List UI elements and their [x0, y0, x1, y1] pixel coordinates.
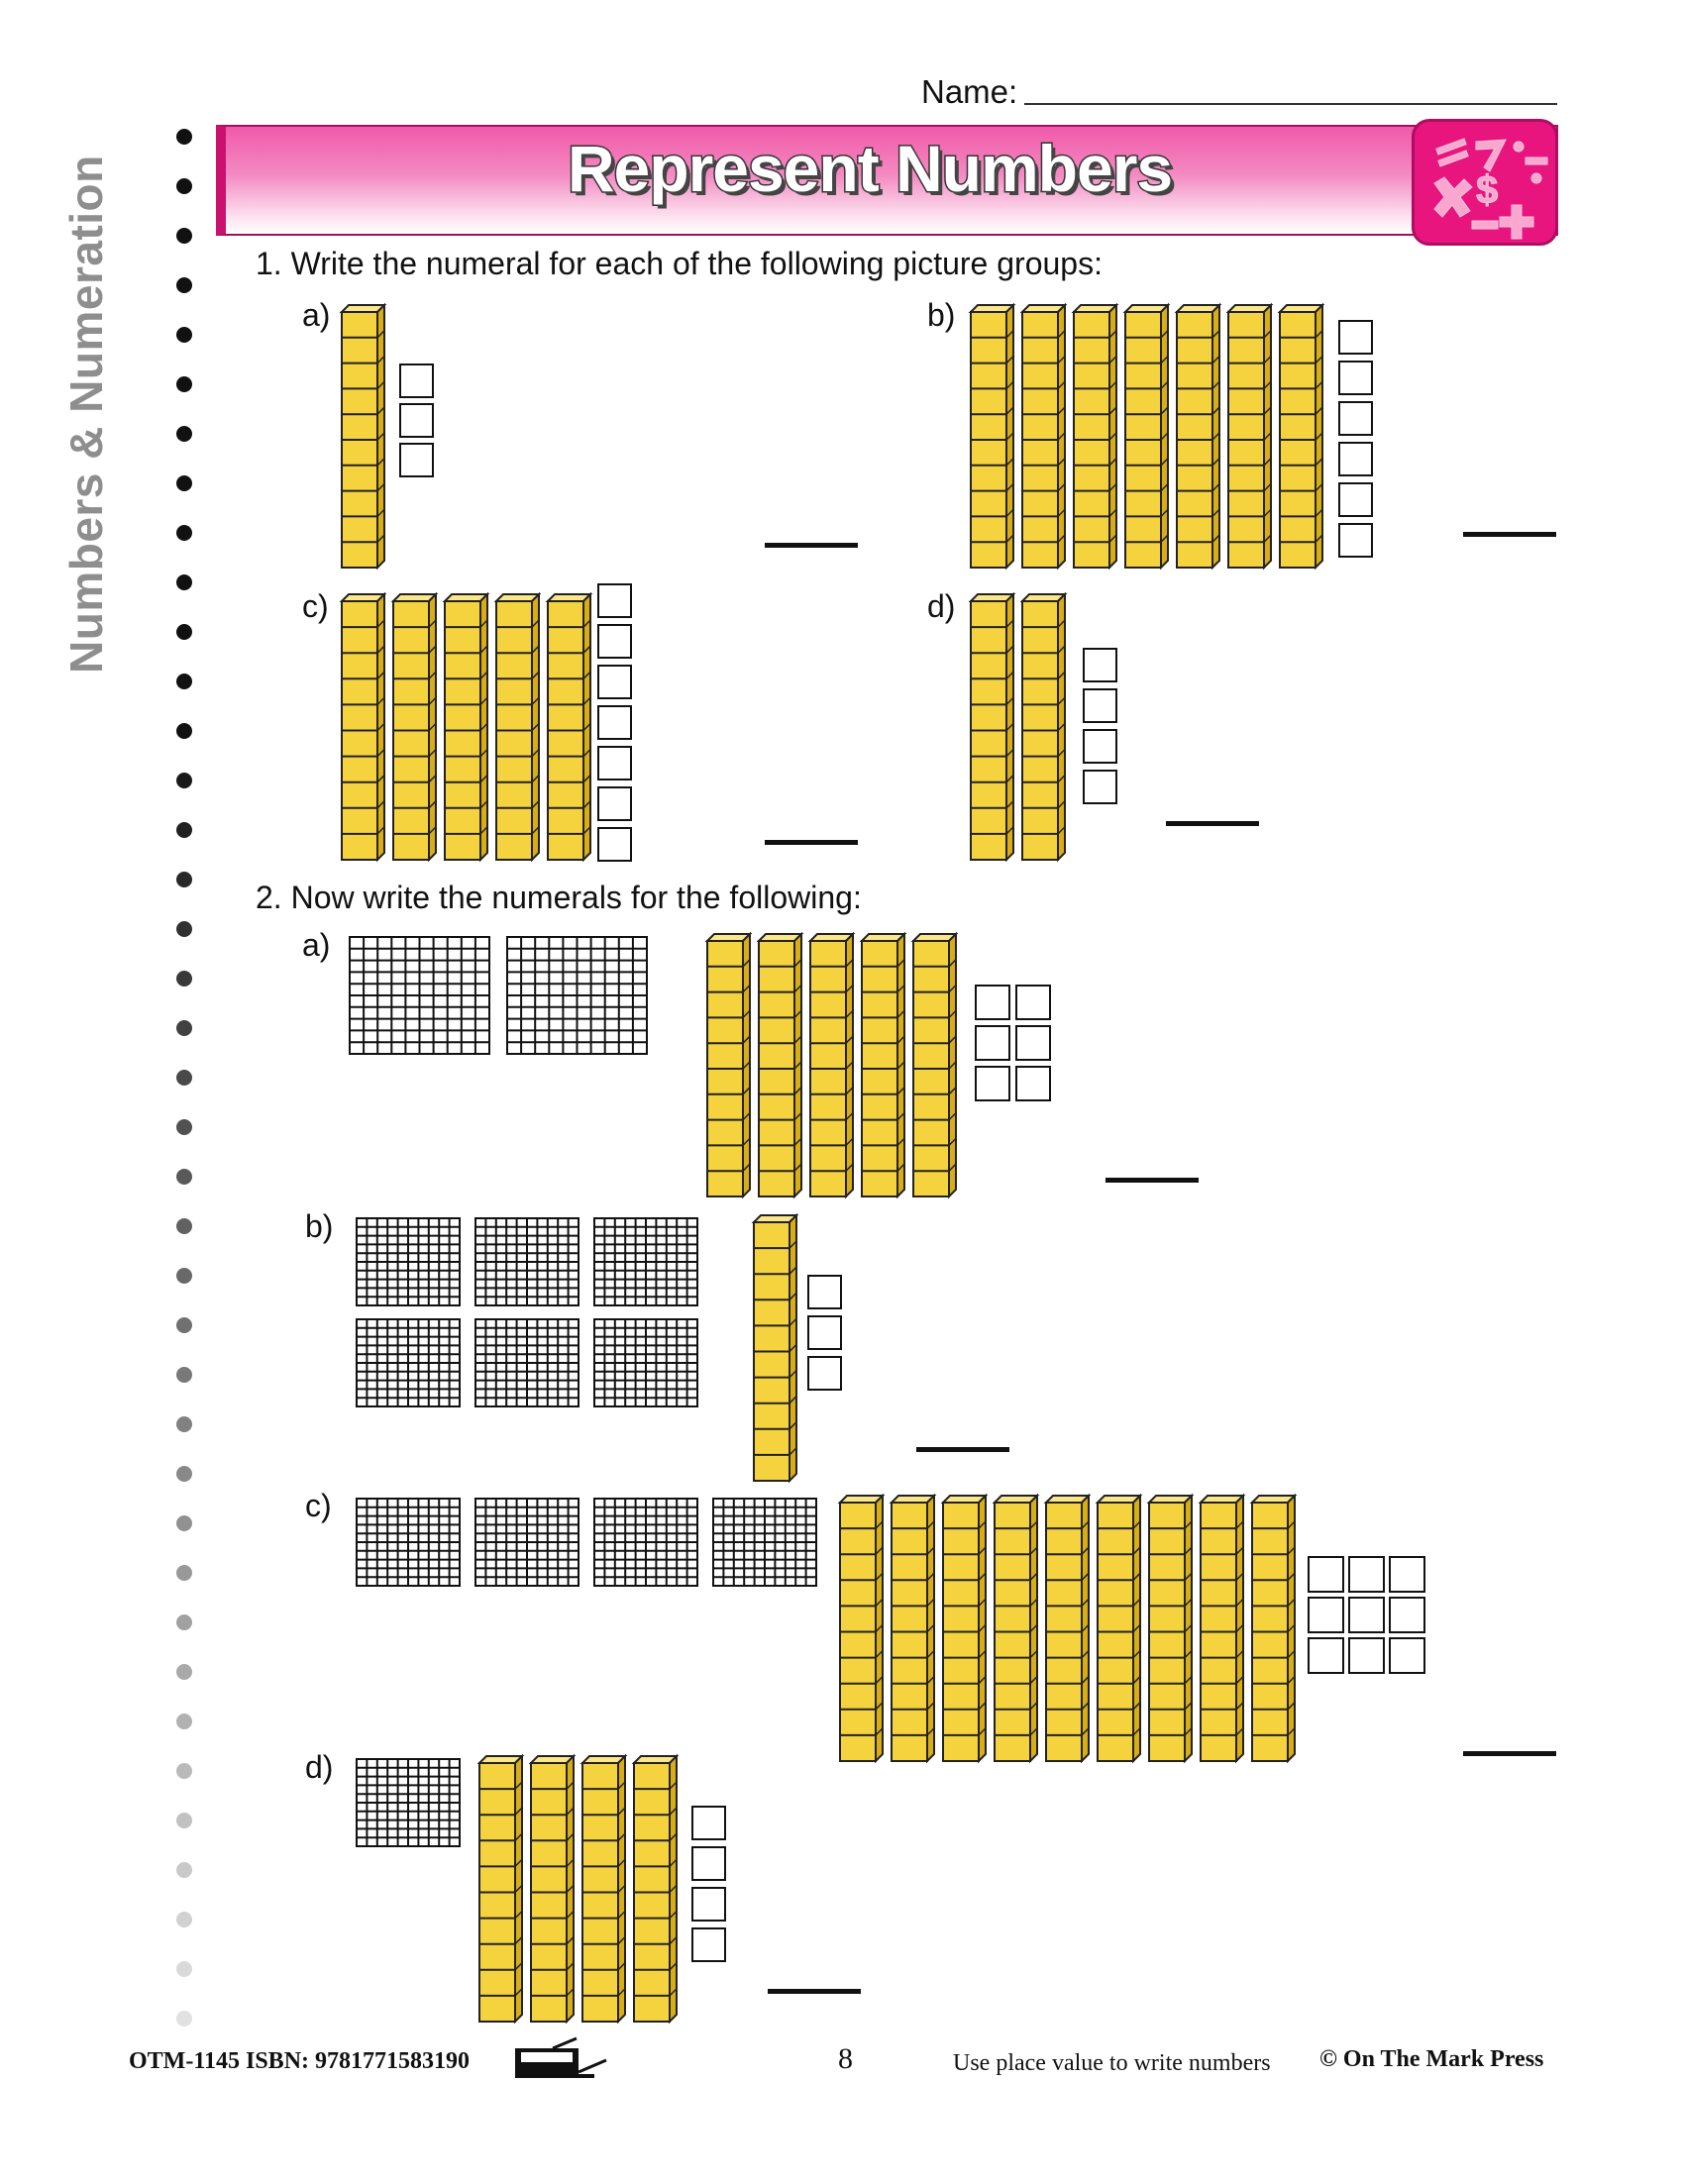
- q2-c-ten-rod: [892, 1496, 934, 1761]
- q2-b-one-cube: [808, 1357, 841, 1390]
- binder-hole: [176, 921, 192, 937]
- binder-hole: [176, 1515, 192, 1531]
- q2-a-hundred-flat: [507, 937, 647, 1054]
- q1-c-one-cube: [598, 584, 631, 617]
- q1-c-ten-rod: [548, 594, 590, 860]
- q2-c-ten-rod: [1201, 1496, 1243, 1761]
- binder-hole: [176, 971, 192, 987]
- q1-b-one-cube: [1339, 321, 1372, 354]
- binder-holes: [176, 129, 196, 2040]
- q2-item-a-label: a): [302, 927, 331, 963]
- q2-item-b-label: b): [305, 1208, 334, 1244]
- q1-item-c-label: c): [302, 588, 329, 624]
- binder-hole: [176, 178, 192, 194]
- binder-hole: [176, 475, 192, 491]
- q1-c-ten-rod: [342, 594, 384, 860]
- q2-a-one-cube: [1016, 1067, 1050, 1100]
- q2-b-one-cube: [808, 1316, 841, 1349]
- q2-b-hundred-flat: [594, 1319, 697, 1406]
- q2-b-hundred-flat: [357, 1218, 460, 1305]
- binder-hole: [176, 723, 192, 739]
- page-number: 8: [838, 2042, 853, 2075]
- q2-b-ten-rod: [754, 1215, 796, 1481]
- binder-hole: [176, 1664, 192, 1680]
- q2-a-one-cube: [976, 986, 1009, 1019]
- q1-c-ten-rod: [393, 594, 436, 860]
- q1-b-one-cube: [1339, 524, 1372, 557]
- footer-publisher: © On The Mark Press: [1319, 2046, 1544, 2072]
- q2-c-one-cube: [1390, 1598, 1424, 1632]
- q2-c-one-cube: [1309, 1638, 1343, 1673]
- binder-hole: [176, 1268, 192, 1284]
- q2-a-ten-rod: [810, 934, 853, 1196]
- binder-hole: [176, 1416, 192, 1432]
- q2-c-one-cube: [1309, 1598, 1343, 1632]
- q1-b-ten-rod: [1228, 305, 1271, 568]
- q1-b-ten-rod: [1022, 305, 1065, 568]
- q2-b-hundred-flat: [475, 1218, 579, 1305]
- binder-hole: [176, 376, 192, 392]
- q2-b-hundred-flat: [357, 1319, 460, 1406]
- q2-b-one-cube: [808, 1276, 841, 1308]
- q2-c-one-cube: [1309, 1557, 1343, 1592]
- binder-hole: [176, 1020, 192, 1036]
- q2-c-ten-rod: [1149, 1496, 1192, 1761]
- binder-hole: [176, 1317, 192, 1333]
- math-symbols-icon: [1412, 119, 1558, 246]
- q2-d-ten-rod: [582, 1756, 625, 2022]
- q2-a-one-cube: [1016, 986, 1050, 1019]
- q2-c-ten-rod: [1098, 1496, 1140, 1761]
- binder-hole: [176, 525, 192, 541]
- q1-answer-line-d[interactable]: [1166, 821, 1259, 826]
- q1-d-one-cube: [1084, 730, 1116, 763]
- q1-item-a-label: a): [302, 297, 331, 333]
- q1-b-ten-rod: [1125, 305, 1168, 568]
- q1-c-one-cube: [598, 625, 631, 658]
- copier-icon: [513, 2034, 608, 2087]
- q1-b-one-cube: [1339, 402, 1372, 435]
- q2-a-ten-rod: [707, 934, 750, 1196]
- q1-c-one-cube: [598, 666, 631, 698]
- q2-a-ten-rod: [862, 934, 904, 1196]
- q1-b-ten-rod: [1280, 305, 1322, 568]
- q2-a-ten-rod: [759, 934, 801, 1196]
- footer-topic: Use place value to write numbers: [953, 2050, 1271, 2076]
- q1-b-ten-rod: [1177, 305, 1219, 568]
- q2-item-c-label: c): [305, 1488, 332, 1523]
- page-title: Represent Numbers: [567, 132, 1173, 205]
- binder-hole: [176, 1912, 192, 1927]
- binder-hole: [176, 1614, 192, 1630]
- binder-hole: [176, 1813, 192, 1828]
- binder-hole: [176, 1862, 192, 1878]
- q1-c-one-cube: [598, 828, 631, 861]
- q1-b-ten-rod: [971, 305, 1013, 568]
- q2-a-hundred-flat: [350, 937, 489, 1054]
- binder-hole: [176, 674, 192, 689]
- q1-d-ten-rod: [1022, 594, 1065, 860]
- q2-c-one-cube: [1349, 1598, 1384, 1632]
- q2-c-one-cube: [1390, 1638, 1424, 1673]
- q2-c-ten-rod: [840, 1496, 883, 1761]
- q1-c-one-cube: [598, 747, 631, 780]
- q1-a-one-cube: [400, 364, 433, 397]
- binder-hole: [176, 1070, 192, 1086]
- q1-d-one-cube: [1084, 689, 1116, 722]
- side-label: Numbers & Numeration: [60, 155, 112, 674]
- binder-hole: [176, 1218, 192, 1234]
- q2-c-one-cube: [1349, 1638, 1384, 1673]
- q2-a-ten-rod: [913, 934, 956, 1196]
- q2-d-hundred-flat: [357, 1759, 460, 1846]
- binder-hole: [176, 327, 192, 343]
- footer-code: OTM-1145 ISBN: 9781771583190: [129, 2048, 471, 2074]
- q2-c-hundred-flat: [713, 1499, 816, 1586]
- binder-hole: [176, 1169, 192, 1185]
- q1-answer-line-a[interactable]: [765, 543, 858, 548]
- binder-hole: [176, 1367, 192, 1383]
- q1-answer-line-b[interactable]: [1463, 532, 1556, 537]
- q2-c-hundred-flat: [594, 1499, 697, 1586]
- q2-c-hundred-flat: [357, 1499, 460, 1586]
- q2-a-one-cube: [976, 1026, 1009, 1060]
- name-field[interactable]: [1024, 103, 1557, 105]
- q1-answer-line-c[interactable]: [765, 840, 858, 845]
- q1-b-ten-rod: [1074, 305, 1116, 568]
- binder-hole: [176, 228, 192, 244]
- binder-hole: [176, 2011, 192, 2027]
- q1-item-d-label: d): [927, 588, 956, 624]
- binder-hole: [176, 574, 192, 590]
- binder-hole: [176, 1119, 192, 1135]
- q2-d-ten-rod: [634, 1756, 677, 2022]
- binder-hole: [176, 1763, 192, 1779]
- q1-c-one-cube: [598, 787, 631, 820]
- binder-hole: [176, 277, 192, 293]
- q2-a-one-cube: [1016, 1026, 1050, 1060]
- binder-hole: [176, 426, 192, 442]
- q2-d-one-cube: [692, 1807, 725, 1839]
- q2-c-ten-rod: [943, 1496, 986, 1761]
- q2-answer-line-d[interactable]: [768, 1989, 861, 1994]
- q2-item-d-label: d): [305, 1749, 334, 1785]
- q2-d-one-cube: [692, 1928, 725, 1961]
- q1-b-one-cube: [1339, 443, 1372, 475]
- name-label: Name:: [921, 73, 1018, 110]
- binder-hole: [176, 129, 192, 145]
- binder-hole: [176, 773, 192, 788]
- svg-text:$: $: [1476, 168, 1499, 212]
- q2-answer-line-a[interactable]: [1105, 1178, 1199, 1183]
- q2-c-one-cube: [1349, 1557, 1384, 1592]
- q2-answer-line-b[interactable]: [916, 1447, 1009, 1452]
- binder-hole: [176, 624, 192, 640]
- q1-b-one-cube: [1339, 362, 1372, 394]
- q1-d-one-cube: [1084, 649, 1116, 681]
- q2-b-hundred-flat: [594, 1218, 697, 1305]
- binder-hole: [176, 822, 192, 838]
- q1-c-ten-rod: [496, 594, 539, 860]
- q1-a-ten-rod: [342, 305, 384, 568]
- q1-a-one-cube: [400, 404, 433, 437]
- q2-c-ten-rod: [1046, 1496, 1089, 1761]
- q2-c-one-cube: [1390, 1557, 1424, 1592]
- q2-d-one-cube: [692, 1888, 725, 1921]
- q1-a-one-cube: [400, 444, 433, 476]
- q2-c-ten-rod: [995, 1496, 1037, 1761]
- q2-d-ten-rod: [531, 1756, 574, 2022]
- question-1-prompt: 1. Write the numeral for each of the following picture groups:: [256, 246, 1103, 281]
- q2-d-one-cube: [692, 1847, 725, 1880]
- question-2-prompt: 2. Now write the numerals for the following:: [256, 880, 862, 915]
- q1-c-ten-rod: [445, 594, 487, 860]
- q2-c-ten-rod: [1252, 1496, 1295, 1761]
- q2-b-hundred-flat: [475, 1319, 579, 1406]
- q2-c-hundred-flat: [475, 1499, 579, 1586]
- binder-hole: [176, 1961, 192, 1977]
- q1-b-one-cube: [1339, 483, 1372, 516]
- binder-hole: [176, 1714, 192, 1729]
- q1-d-one-cube: [1084, 771, 1116, 803]
- q2-a-one-cube: [976, 1067, 1009, 1100]
- q1-c-one-cube: [598, 706, 631, 739]
- binder-hole: [176, 1565, 192, 1581]
- q1-d-ten-rod: [971, 594, 1013, 860]
- q1-item-b-label: b): [927, 297, 956, 333]
- binder-hole: [176, 1466, 192, 1482]
- q2-d-ten-rod: [479, 1756, 522, 2022]
- binder-hole: [176, 872, 192, 887]
- q2-answer-line-c[interactable]: [1463, 1751, 1556, 1756]
